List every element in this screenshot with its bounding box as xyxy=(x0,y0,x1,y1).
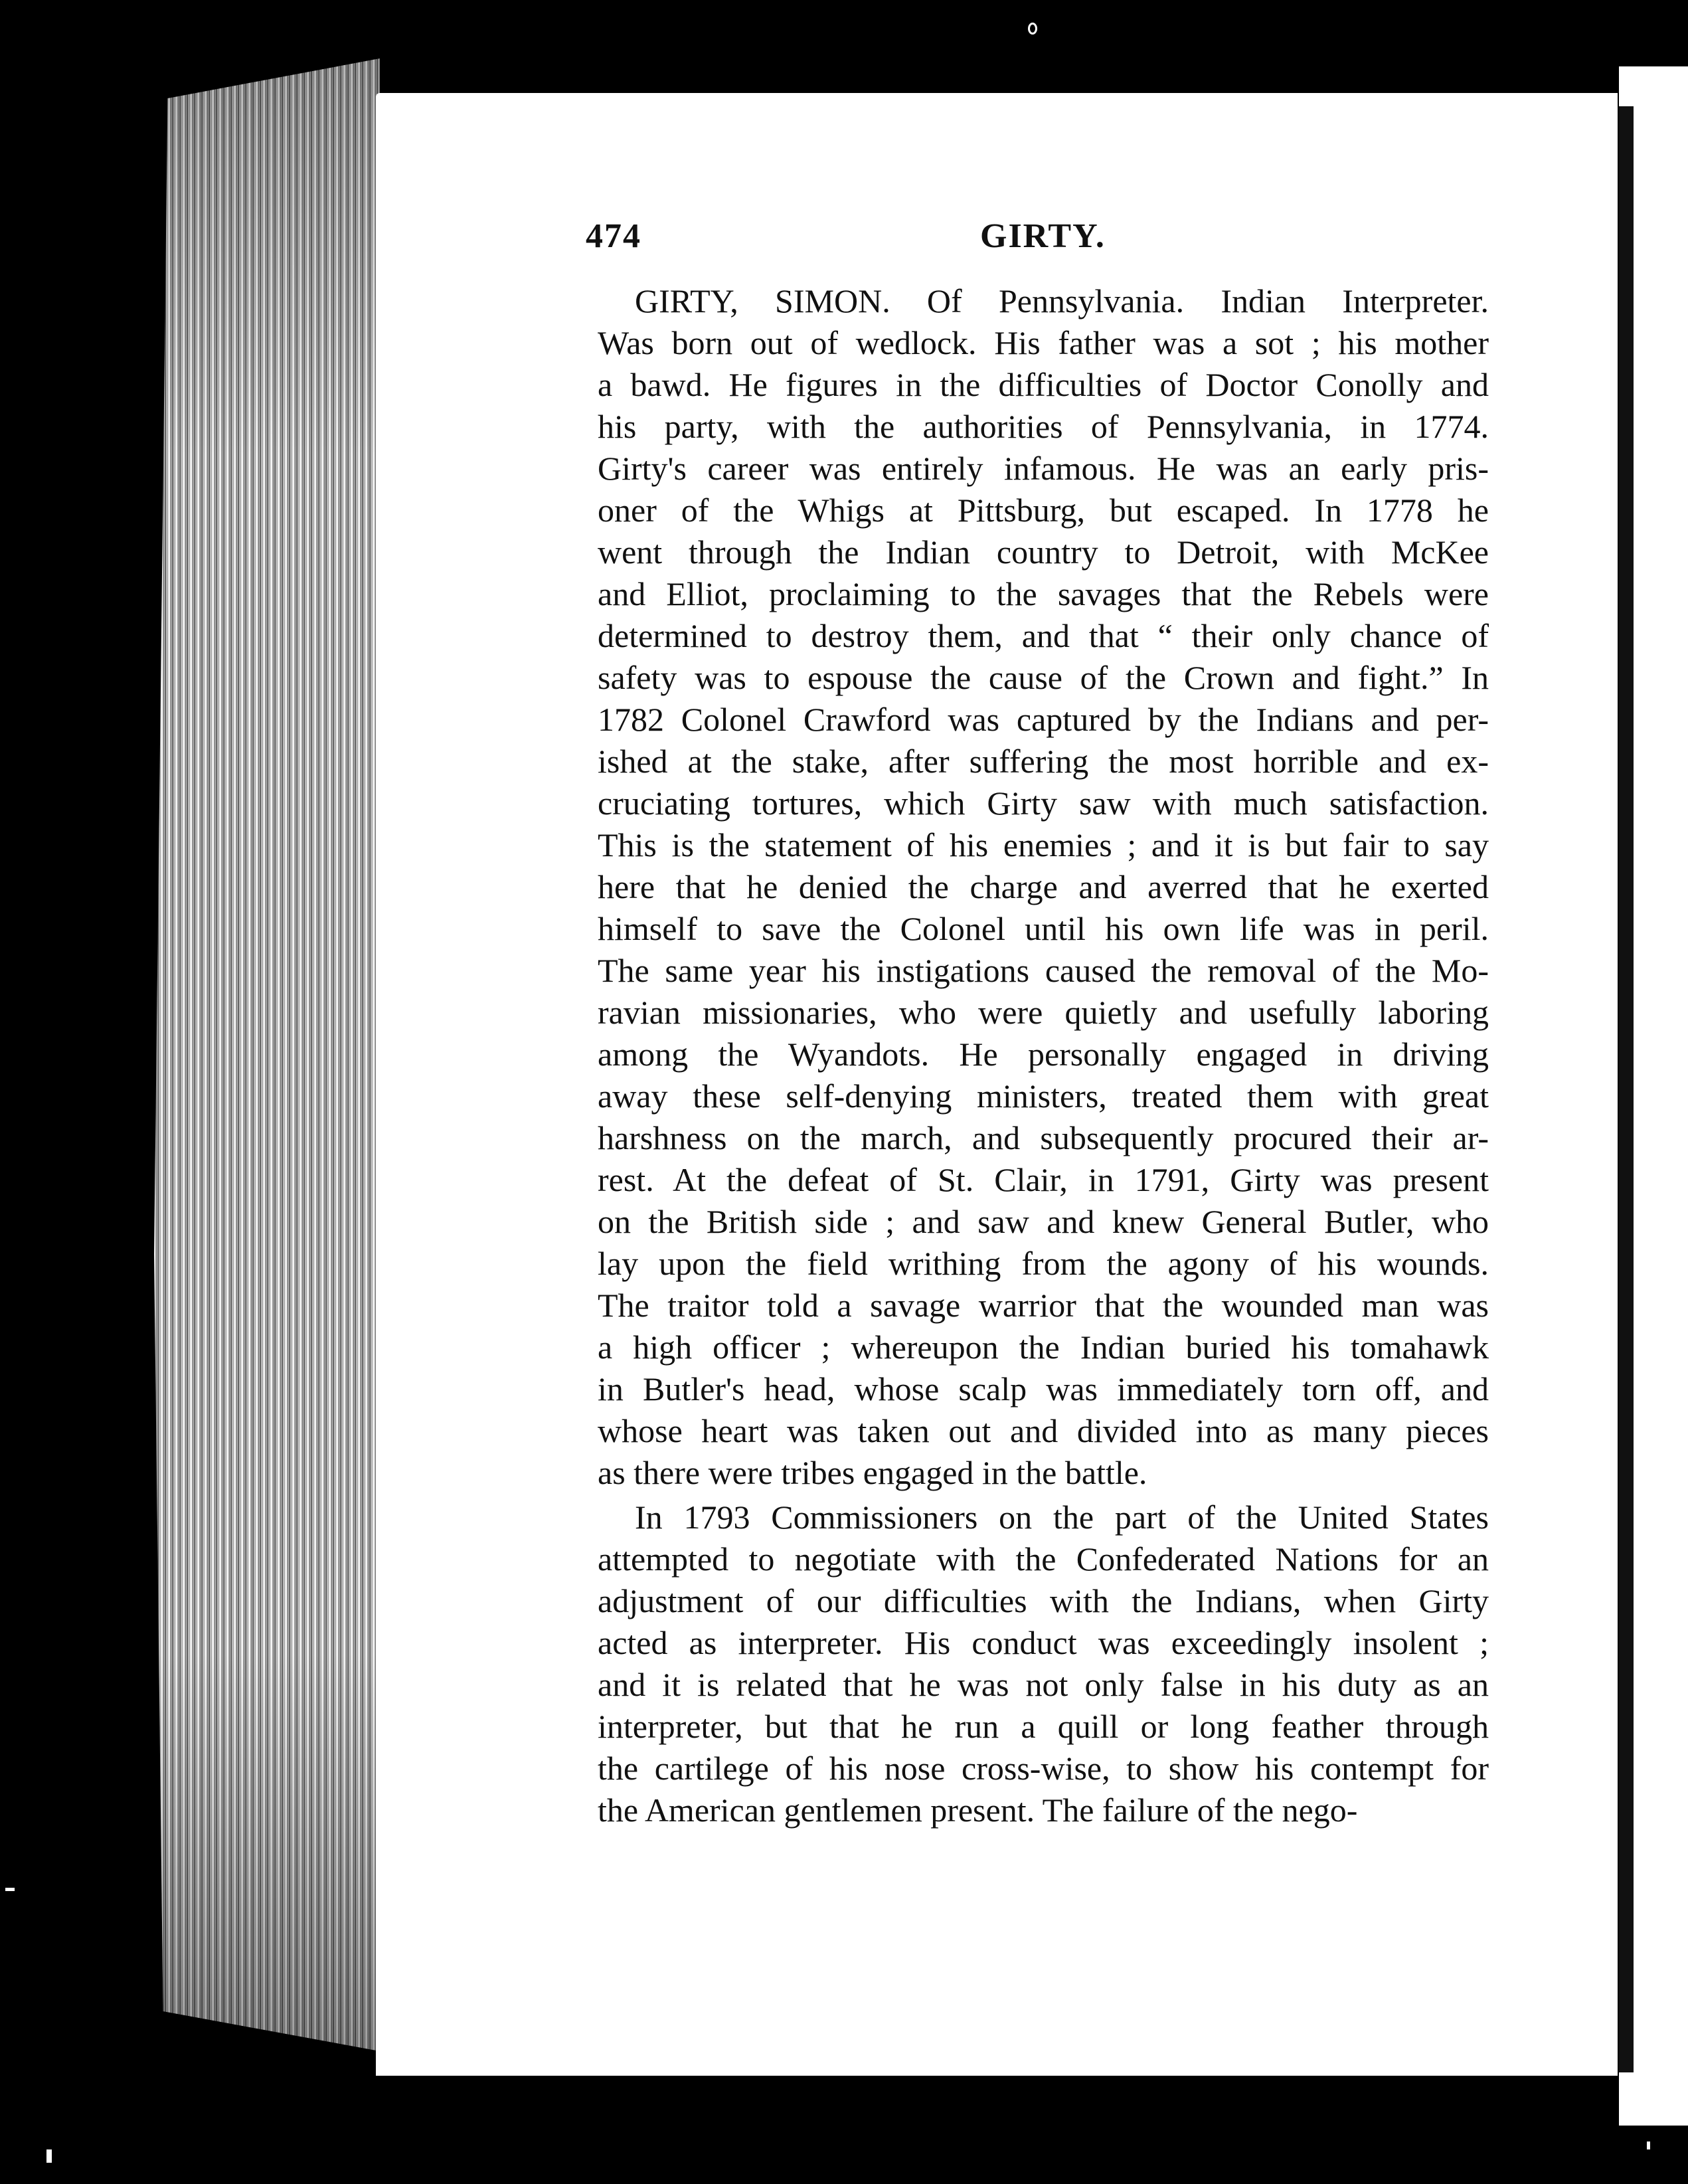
text-line: interpreter, but that he run a quill or long feather through xyxy=(598,1708,1489,1745)
text-line: In 1793 Commissioners on the part of the United States xyxy=(635,1499,1489,1536)
text-line: oner of the Whigs at Pittsburg, but escaped. In 1778 he xyxy=(598,492,1489,529)
running-head xyxy=(586,217,1502,263)
scan-speck xyxy=(46,2149,52,2163)
entry-paragraph-girty xyxy=(598,280,1489,1494)
scan-speck xyxy=(5,1888,15,1891)
text-line: The same year his instigations caused the removal of the Mo- xyxy=(598,952,1489,989)
text-line: and Elliot, proclaiming to the savages that the Rebels were xyxy=(598,575,1489,612)
text-line: safety was to espouse the cause of the Crown and fight.” In xyxy=(598,659,1489,696)
text-line: a bawd. He figures in the difficulties of Doctor Conolly and xyxy=(598,366,1489,403)
text-line: This is the statement of his enemies ; and it is but fair to say xyxy=(598,826,1489,864)
text-line: his party, with the authorities of Pennsylvania, in 1774. xyxy=(598,408,1489,445)
text-line: the cartilege of his nose cross-wise, to show his contempt for xyxy=(598,1750,1489,1787)
book-page-edges xyxy=(154,58,380,2051)
entry-paragraph-1793 xyxy=(598,1497,1489,1831)
text-line: here that he denied the charge and averred that he exerted xyxy=(598,868,1489,905)
text-line: The traitor told a savage warrior that the wounded man was xyxy=(598,1287,1489,1324)
text-line: adjustment of our difficulties with the Indians, when Girty xyxy=(598,1582,1489,1619)
text-line: attempted to negotiate with the Confederated Nations for an xyxy=(598,1540,1489,1578)
text-line: Was born out of wedlock. His father was a sot ; his mother xyxy=(598,324,1489,361)
text-line: Girty's career was entirely infamous. He was an early pris- xyxy=(598,450,1489,487)
text-line: as there were tribes engaged in the battle. xyxy=(598,1454,1147,1491)
text-line: among the Wyandots. He personally engaged in driving xyxy=(598,1036,1489,1073)
text-line: whose heart was taken out and divided into as many pieces xyxy=(598,1412,1489,1449)
text-line: cruciating tortures, which Girty saw with much satisfaction. xyxy=(598,784,1489,822)
text-line: harshness on the march, and subsequently procured their ar- xyxy=(598,1119,1489,1156)
text-line: lay upon the field writhing from the agony of his wounds. xyxy=(598,1245,1489,1282)
scan-registration-mark xyxy=(1028,23,1037,35)
running-title: GIRTY. xyxy=(980,217,1106,255)
text-line: determined to destroy them, and that “ their only chance of xyxy=(598,617,1489,654)
text-line: and it is related that he was not only false in his duty as an xyxy=(598,1666,1489,1703)
text-line: 1782 Colonel Crawford was captured by the Indians and per- xyxy=(598,701,1489,738)
text-line: acted as interpreter. His conduct was exceedingly insolent ; xyxy=(598,1624,1489,1661)
text-line: on the British side ; and saw and knew General Butler, who xyxy=(598,1203,1489,1240)
text-line: the American gentlemen present. The failure of the nego- xyxy=(598,1791,1358,1829)
text-line: a high officer ; whereupon the Indian buried his tomahawk xyxy=(598,1328,1489,1366)
text-line: GIRTY, SIMON. Of Pennsylvania. Indian Interpreter. xyxy=(635,282,1489,319)
facing-page-edge xyxy=(1619,66,1688,2126)
page-number: 474 xyxy=(586,217,641,255)
entry-text xyxy=(598,280,1489,1831)
text-line: ished at the stake, after suffering the most horrible and ex- xyxy=(598,743,1489,780)
text-line: rest. At the defeat of St. Clair, in 1791, Girty was present xyxy=(598,1161,1489,1198)
text-line: away these self-denying ministers, treated them with great xyxy=(598,1077,1489,1115)
text-line: ravian missionaries, who were quietly and usefully laboring xyxy=(598,994,1489,1031)
text-line: went through the Indian country to Detroit, with McKee xyxy=(598,533,1489,571)
text-line: himself to save the Colonel until his own life was in peril. xyxy=(598,910,1489,947)
scan-speck xyxy=(1647,2141,1650,2149)
text-line: in Butler's head, whose scalp was immediately torn off, and xyxy=(598,1370,1489,1408)
